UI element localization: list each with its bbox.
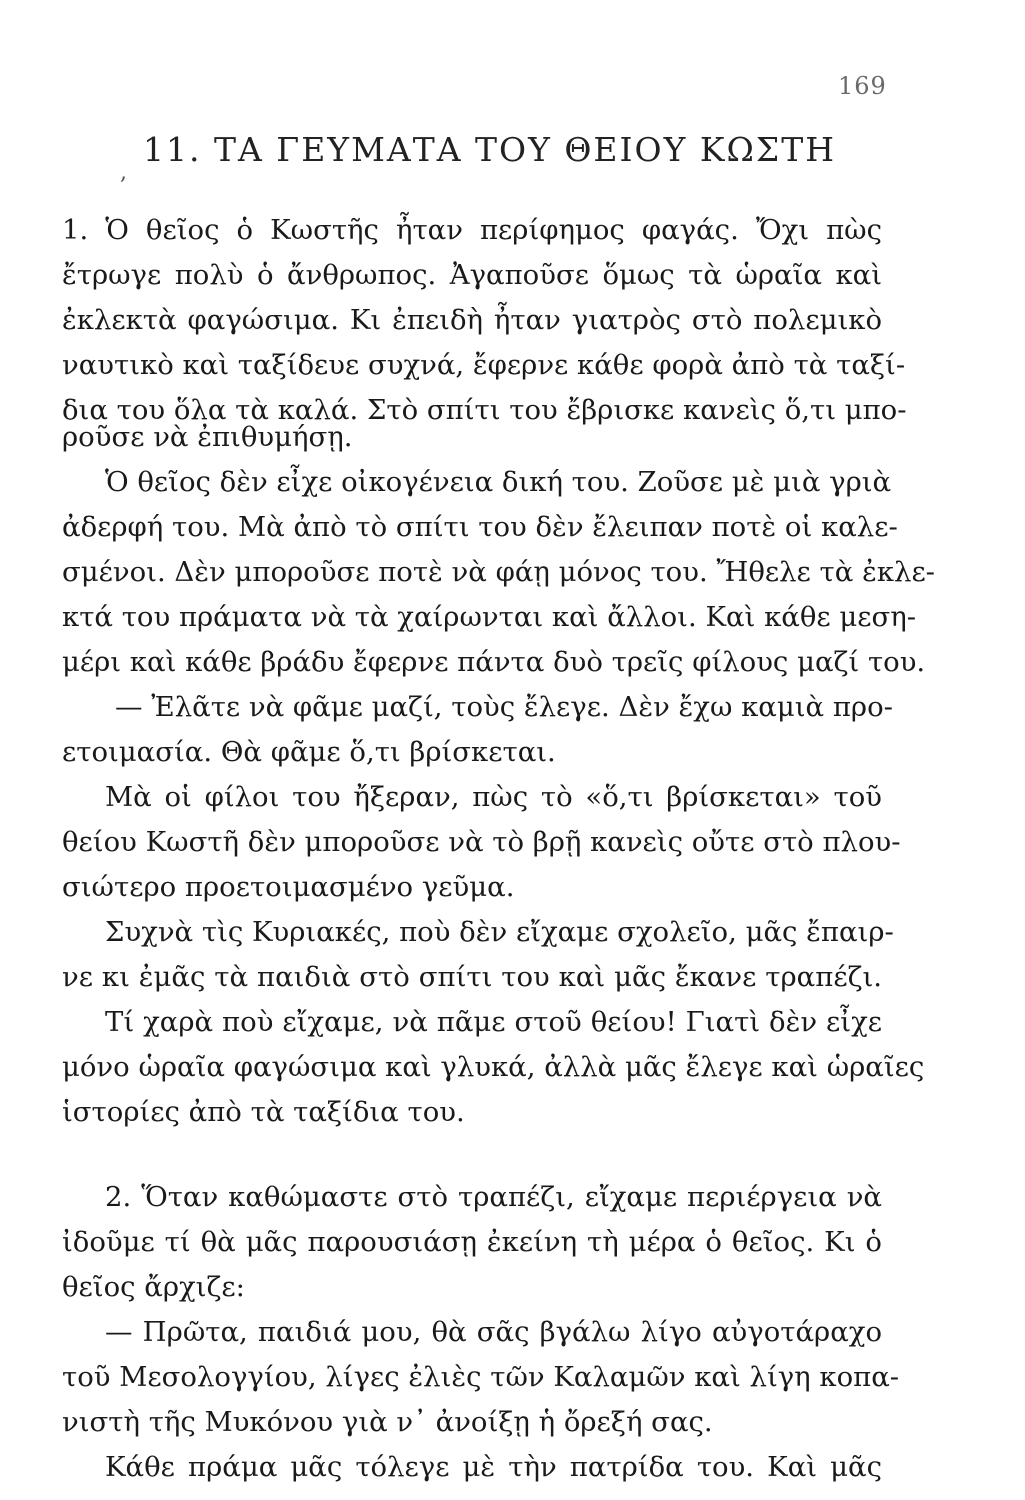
text-line: ροῦσε νὰ ἐπιθυμήσῃ. <box>62 421 353 453</box>
text-line: σμένοι. Δὲν μποροῦσε ποτὲ νὰ φάῃ μόνος του. Ἤθελε τὰ ἐκλε- <box>62 556 935 588</box>
pencil-mark: , <box>120 160 127 185</box>
text-line: ναυτικὸ καὶ ταξίδευε συχνά, ἔφερνε κάθε φορὰ ἀπὸ τὰ ταξί- <box>62 349 906 381</box>
page-number: 169 <box>838 72 887 100</box>
text-line: μέρι καὶ κάθε βράδυ ἔφερνε πάντα δυὸ τρεῖς φίλους μαζί του. <box>62 646 926 678</box>
text-line: 2. Ὅταν καθώμαστε στὸ τραπέζι, εἴχαμε περιέργεια νὰ <box>105 1181 882 1213</box>
text-line: Συχνὰ τὶς Κυριακές, ποὺ δὲν εἴχαμε σχολεῖο, μᾶς ἔπαιρ- <box>105 916 894 948</box>
text-line: τοῦ Μεσολογγίου, λίγες ἐλιὲς τῶν Καλαμῶν καὶ λίγη κοπα- <box>62 1361 900 1393</box>
text-line: ἰδοῦμε τί θὰ μᾶς παρουσιάσῃ ἐκείνη τὴ μέρα ὁ θεῖος. Κι ὁ <box>62 1226 882 1258</box>
text-line: ἱστορίες ἀπὸ τὰ ταξίδια του. <box>62 1096 465 1128</box>
text-line: σιώτερο προετοιμασμένο γεῦμα. <box>62 871 515 903</box>
text-line: Τί χαρὰ ποὺ εἴχαμε, νὰ πᾶμε στοῦ θείου! Γιατὶ δὲν εἶχε <box>105 1006 882 1038</box>
text-line: ἐκλεκτὰ φαγώσιμα. Κι ἐπειδὴ ἦταν γιατρὸς στὸ πολεμικὸ <box>62 304 882 336</box>
text-line: θείου Κωστῆ δὲν μποροῦσε νὰ τὸ βρῇ κανεὶς οὔτε στὸ πλου- <box>62 826 901 858</box>
text-line: ἔτρωγε πολὺ ὁ ἄνθρωπος. Ἀγαποῦσε ὅμως τὰ ὡραῖα καὶ <box>62 259 882 291</box>
text-line: — Ἐλᾶτε νὰ φᾶμε μαζί, τοὺς ἔλεγε. Δὲν ἔχω καμιὰ προ- <box>115 691 893 723</box>
text-line: Ὁ θεῖος δὲν εἶχε οἰκογένεια δική του. Ζοῦσε μὲ μιὰ γριὰ <box>105 466 892 498</box>
text-line: νιστὴ τῆς Μυκόνου γιὰ ν᾽ ἀνοίξῃ ἡ ὄρεξή σας. <box>62 1406 713 1438</box>
text-line: ἀδερφή του. Μὰ ἀπὸ τὸ σπίτι του δὲν ἔλειπαν ποτὲ οἱ καλε- <box>62 511 898 543</box>
text-line: — Πρῶτα, παιδιά μου, θὰ σᾶς βγάλω λίγο αὐγοτάραχο <box>105 1316 882 1348</box>
text-line: μόνο ὡραῖα φαγώσιμα καὶ γλυκά, ἀλλὰ μᾶς ἔλεγε καὶ ὡραῖες <box>62 1051 925 1083</box>
chapter-title: 11. ΤΑ ΓΕΥΜΑΤΑ ΤΟΥ ΘΕΙΟΥ ΚΩΣΤΗ <box>143 130 837 169</box>
text-line: θεῖος ἄρχιζε: <box>62 1271 245 1303</box>
text-line: 1. Ὁ θεῖος ὁ Κωστῆς ἦταν περίφημος φαγάς. Ὄχι πὼς <box>62 214 882 246</box>
text-line: ετοιμασία. Θὰ φᾶμε ὅ,τι βρίσκεται. <box>62 736 556 768</box>
text-line: Κάθε πράμα μᾶς τόλεγε μὲ τὴν πατρίδα του. Καὶ μᾶς <box>105 1451 882 1483</box>
text-line: Μὰ οἱ φίλοι του ἤξεραν, πὼς τὸ «ὅ,τι βρίσκεται» τοῦ <box>105 781 882 813</box>
text-line: δια του ὅλα τὰ καλά. Στὸ σπίτι του ἔβρισκε κανεὶς ὅ,τι μπο- <box>62 394 907 426</box>
text-line: κτά του πράματα νὰ τὰ χαίρωνται καὶ ἄλλοι. Καὶ κάθε μεση- <box>62 601 917 633</box>
text-line: νε κι ἐμᾶς τὰ παιδιὰ στὸ σπίτι του καὶ μᾶς ἔκανε τραπέζι. <box>62 961 882 993</box>
